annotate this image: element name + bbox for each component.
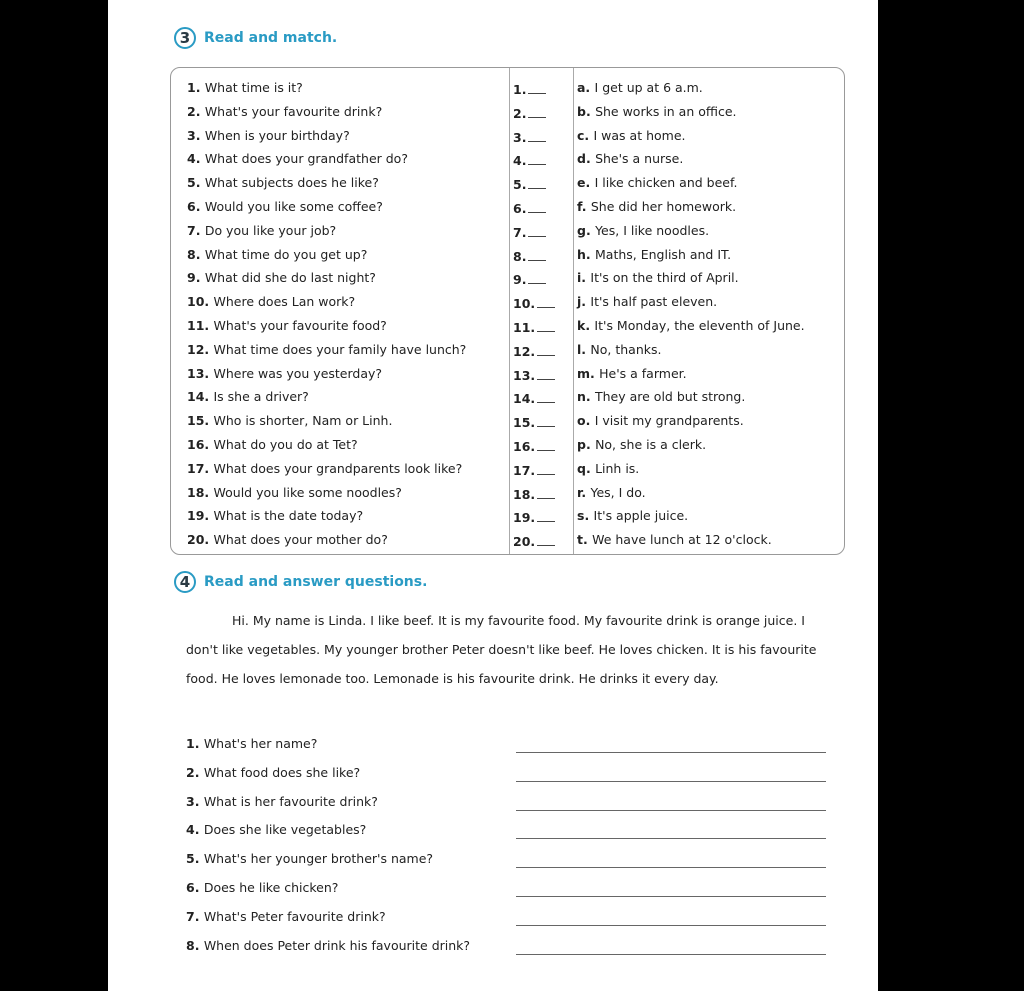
option-text: I was at home. xyxy=(593,127,686,143)
question-text: Does he like chicken? xyxy=(203,880,339,895)
option-text: We have lunch at 12 o'clock. xyxy=(592,532,772,548)
match-answer-option xyxy=(577,76,703,100)
match-question xyxy=(187,362,382,386)
match-answer-slot[interactable] xyxy=(513,245,573,269)
question-text: Would you like some noodles? xyxy=(213,484,402,500)
question-text: What time do you get up? xyxy=(204,246,368,262)
slot-number: 20. xyxy=(513,534,536,550)
slot-number: 7. xyxy=(513,224,527,240)
match-answer-slot[interactable] xyxy=(513,268,573,292)
option-letter: d. xyxy=(577,151,596,167)
match-answer-option xyxy=(577,504,688,528)
answer-line[interactable] xyxy=(516,837,826,839)
match-answer-slot[interactable] xyxy=(513,316,573,340)
match-answer-option xyxy=(577,481,646,505)
match-question xyxy=(187,314,387,338)
match-question xyxy=(187,504,363,528)
match-question xyxy=(187,147,408,171)
section-3-title: Read and match. xyxy=(204,30,338,46)
section-3-number-badge: 3 xyxy=(174,27,196,49)
question-number: 13. xyxy=(187,365,214,381)
option-text: It's on the third of April. xyxy=(590,270,739,286)
match-answer-slot[interactable] xyxy=(513,126,573,150)
match-answer-option xyxy=(577,433,706,457)
question-number: 10. xyxy=(187,294,214,310)
slot-number: 13. xyxy=(513,367,536,383)
question-text: What time is it? xyxy=(204,80,303,95)
question-text: Is she a driver? xyxy=(213,389,309,405)
match-answer-option xyxy=(577,528,772,552)
match-answer-option xyxy=(577,457,639,481)
match-question xyxy=(187,338,466,362)
question-text: Do you like your job? xyxy=(204,222,337,238)
question-text: What's your favourite drink? xyxy=(204,103,383,119)
answer-question xyxy=(186,848,433,870)
question-text: What does your grandparents look like? xyxy=(213,460,463,476)
slot-number: 17. xyxy=(513,462,536,478)
match-answer-option xyxy=(577,100,737,124)
answer-blank[interactable] xyxy=(528,248,546,261)
match-answer-option xyxy=(577,124,686,148)
slot-number: 16. xyxy=(513,439,536,454)
option-letter: c. xyxy=(577,127,594,143)
option-text: It's apple juice. xyxy=(593,508,689,524)
slot-number: 1. xyxy=(513,82,527,97)
match-answer-option xyxy=(577,243,731,267)
option-letter: n. xyxy=(577,389,595,405)
question-text: Would you like some coffee? xyxy=(204,199,383,214)
answer-line[interactable] xyxy=(516,751,826,753)
option-text: Yes, I like noodles. xyxy=(595,222,710,238)
match-answer-option xyxy=(577,290,717,314)
question-number: 5. xyxy=(187,175,205,191)
section-4-number-badge: 4 xyxy=(174,571,196,593)
option-text: It's Monday, the eleventh of June. xyxy=(594,318,805,333)
slot-number: 10. xyxy=(513,296,536,312)
question-number: 4. xyxy=(186,822,204,838)
answer-blank[interactable] xyxy=(537,533,555,546)
option-text: He's a farmer. xyxy=(599,365,687,381)
option-letter: r. xyxy=(577,484,591,500)
answer-question xyxy=(186,819,366,841)
answer-blank[interactable] xyxy=(528,176,546,189)
answer-line[interactable] xyxy=(516,953,826,955)
match-answer-slot[interactable] xyxy=(513,506,573,530)
option-letter: p. xyxy=(577,437,596,452)
question-number: 6. xyxy=(186,880,204,895)
question-text: What's her younger brother's name? xyxy=(203,851,434,867)
match-answer-option xyxy=(577,385,745,409)
question-number: 18. xyxy=(187,484,214,500)
match-answer-slot[interactable] xyxy=(513,292,573,316)
question-text: What do you do at Tet? xyxy=(213,437,358,452)
question-text: Where does Lan work? xyxy=(213,294,356,310)
answer-blank[interactable] xyxy=(528,129,546,142)
question-number: 4. xyxy=(187,151,205,167)
question-number: 9. xyxy=(187,270,205,286)
option-text: Maths, English and IT. xyxy=(595,246,732,262)
match-question xyxy=(187,76,303,100)
question-text: What subjects does he like? xyxy=(204,175,379,191)
option-letter: a. xyxy=(577,80,595,95)
answer-blank[interactable] xyxy=(537,343,555,356)
slot-number: 12. xyxy=(513,343,536,359)
option-text: I get up at 6 a.m. xyxy=(594,80,703,95)
answer-blank[interactable] xyxy=(528,105,546,118)
match-question xyxy=(187,243,367,267)
question-number: 15. xyxy=(187,413,214,429)
question-text: What does your mother do? xyxy=(213,532,388,548)
question-text: What is the date today? xyxy=(213,508,364,524)
answer-line[interactable] xyxy=(516,895,826,897)
question-text: When does Peter drink his favourite drink? xyxy=(203,937,471,953)
question-number: 16. xyxy=(187,437,214,452)
match-answer-slot[interactable] xyxy=(513,387,573,411)
answer-blank[interactable] xyxy=(528,271,546,284)
answer-question xyxy=(186,791,378,813)
option-text: No, she is a clerk. xyxy=(595,437,707,452)
match-question xyxy=(187,124,350,148)
option-letter: j. xyxy=(577,294,591,310)
option-letter: h. xyxy=(577,246,595,262)
option-letter: f. xyxy=(577,199,591,214)
option-letter: o. xyxy=(577,413,595,429)
match-question xyxy=(187,528,388,552)
answer-blank[interactable] xyxy=(528,224,546,237)
slot-number: 3. xyxy=(513,129,527,145)
question-number: 14. xyxy=(187,389,214,405)
question-number: 5. xyxy=(186,851,204,867)
match-question xyxy=(187,481,402,505)
option-letter: q. xyxy=(577,460,596,476)
question-text: Who is shorter, Nam or Linh. xyxy=(213,413,393,429)
option-letter: b. xyxy=(577,103,596,119)
option-letter: m. xyxy=(577,365,600,381)
match-answer-slot[interactable] xyxy=(513,102,573,126)
option-letter: l. xyxy=(577,341,591,357)
match-answer-slot[interactable] xyxy=(513,78,573,102)
matching-table xyxy=(170,67,845,555)
question-number: 12. xyxy=(187,341,214,357)
answer-blank[interactable] xyxy=(537,367,555,380)
match-answer-option xyxy=(577,338,661,362)
question-text: What does your grandfather do? xyxy=(204,151,408,167)
match-answer-slot[interactable] xyxy=(513,197,573,221)
option-text: She did her homework. xyxy=(590,199,737,214)
answer-blank[interactable] xyxy=(528,152,546,165)
option-letter: e. xyxy=(577,175,595,191)
match-answer-option xyxy=(577,266,739,290)
option-text: I like chicken and beef. xyxy=(594,175,738,191)
question-text: What's your favourite food? xyxy=(213,318,387,333)
section-4-header xyxy=(174,571,427,593)
option-text: She works in an office. xyxy=(595,103,737,119)
reading-passage: Hi. My name is Linda. I like beef. It is my favourite food. My favourite drink is orange juice. I don't like vegetables. My younger brother Peter doesn't like beef. He loves chicken. It is his favourite food. He loves lemonade too. Lemonade is his favourite drink. He drinks it every day. xyxy=(186,613,817,686)
question-text: What time does your family have lunch? xyxy=(213,341,467,357)
option-text: She's a nurse. xyxy=(595,151,684,167)
slot-number: 14. xyxy=(513,391,536,407)
match-answer-slot[interactable] xyxy=(513,149,573,173)
question-text: What is her favourite drink? xyxy=(203,793,378,809)
answer-blank[interactable] xyxy=(537,295,555,308)
match-answer-slot[interactable] xyxy=(513,483,573,507)
question-number: 19. xyxy=(187,508,214,524)
match-question xyxy=(187,219,336,243)
match-question xyxy=(187,290,355,314)
question-number: 3. xyxy=(186,793,204,809)
column-divider xyxy=(509,68,510,554)
match-answer-slot[interactable] xyxy=(513,459,573,483)
match-question xyxy=(187,457,462,481)
section-3-header xyxy=(174,27,337,49)
option-text: I visit my grandparents. xyxy=(594,413,744,429)
option-letter: s. xyxy=(577,508,594,524)
slot-number: 15. xyxy=(513,415,536,431)
answer-line[interactable] xyxy=(516,780,826,782)
question-number: 8. xyxy=(186,937,204,953)
option-text: Yes, I do. xyxy=(590,484,646,500)
option-letter: g. xyxy=(577,222,596,238)
question-text: What did she do last night? xyxy=(204,270,376,286)
option-text: It's half past eleven. xyxy=(590,294,718,310)
answer-question xyxy=(186,906,386,928)
match-question xyxy=(187,100,382,124)
answer-question xyxy=(186,877,338,899)
column-divider xyxy=(573,68,574,554)
match-answer-option xyxy=(577,171,737,195)
question-number: 1. xyxy=(186,736,204,751)
option-letter: k. xyxy=(577,318,595,333)
question-number: 2. xyxy=(187,103,205,119)
question-text: What's Peter favourite drink? xyxy=(203,908,386,924)
answer-line[interactable] xyxy=(516,866,826,868)
match-question xyxy=(187,433,358,457)
slot-number: 11. xyxy=(513,320,536,335)
option-text: No, thanks. xyxy=(590,341,662,357)
match-answer-slot[interactable] xyxy=(513,435,573,459)
answer-blank[interactable] xyxy=(537,486,555,499)
match-answer-option xyxy=(577,362,687,386)
match-answer-slot[interactable] xyxy=(513,173,573,197)
worksheet-page xyxy=(108,0,878,991)
answer-blank[interactable] xyxy=(537,319,555,332)
match-question xyxy=(187,195,383,219)
question-number: 11. xyxy=(187,318,214,333)
answer-question xyxy=(186,935,470,957)
option-text: They are old but strong. xyxy=(595,389,746,405)
question-text: Does she like vegetables? xyxy=(203,822,367,838)
question-number: 17. xyxy=(187,460,214,476)
section-4-title: Read and answer questions. xyxy=(204,574,428,590)
question-number: 2. xyxy=(186,764,204,780)
answer-blank[interactable] xyxy=(537,462,555,475)
question-text: Where was you yesterday? xyxy=(213,365,383,381)
match-question xyxy=(187,385,309,409)
question-number: 3. xyxy=(187,127,205,143)
slot-number: 6. xyxy=(513,201,527,216)
slot-number: 4. xyxy=(513,153,527,169)
question-number: 7. xyxy=(187,222,205,238)
question-number: 7. xyxy=(186,908,204,924)
answer-question xyxy=(186,733,317,755)
question-number: 1. xyxy=(187,80,205,95)
answer-question xyxy=(186,762,360,784)
slot-number: 8. xyxy=(513,248,527,264)
answer-blank[interactable] xyxy=(528,81,546,94)
question-text: When is your birthday? xyxy=(204,127,350,143)
slot-number: 18. xyxy=(513,486,536,502)
slot-number: 2. xyxy=(513,105,527,121)
match-answer-option xyxy=(577,147,683,171)
match-answer-slot[interactable] xyxy=(513,340,573,364)
match-answer-option xyxy=(577,314,805,338)
question-number: 20. xyxy=(187,532,214,548)
option-text: Linh is. xyxy=(595,460,640,476)
slot-number: 9. xyxy=(513,272,527,288)
option-letter: i. xyxy=(577,270,591,286)
question-text: What food does she like? xyxy=(203,764,361,780)
slot-number: 19. xyxy=(513,510,536,526)
answer-line[interactable] xyxy=(516,809,826,811)
question-text: What's her name? xyxy=(203,736,318,751)
answer-blank[interactable] xyxy=(537,438,555,451)
match-answer-slot[interactable] xyxy=(513,411,573,435)
slot-number: 5. xyxy=(513,177,527,193)
answer-blank[interactable] xyxy=(537,390,555,403)
option-letter: t. xyxy=(577,532,593,548)
question-number: 6. xyxy=(187,199,205,214)
match-question xyxy=(187,171,379,195)
match-answer-slot[interactable] xyxy=(513,221,573,245)
match-answer-option xyxy=(577,409,744,433)
answer-blank[interactable] xyxy=(528,200,546,213)
match-answer-slot[interactable] xyxy=(513,530,573,554)
match-answer-option xyxy=(577,195,736,219)
question-number: 8. xyxy=(187,246,205,262)
match-question xyxy=(187,266,376,290)
answer-blank[interactable] xyxy=(537,414,555,427)
answer-line[interactable] xyxy=(516,924,826,926)
match-answer-option xyxy=(577,219,709,243)
answer-blank[interactable] xyxy=(537,509,555,522)
match-answer-slot[interactable] xyxy=(513,364,573,388)
match-question xyxy=(187,409,392,433)
